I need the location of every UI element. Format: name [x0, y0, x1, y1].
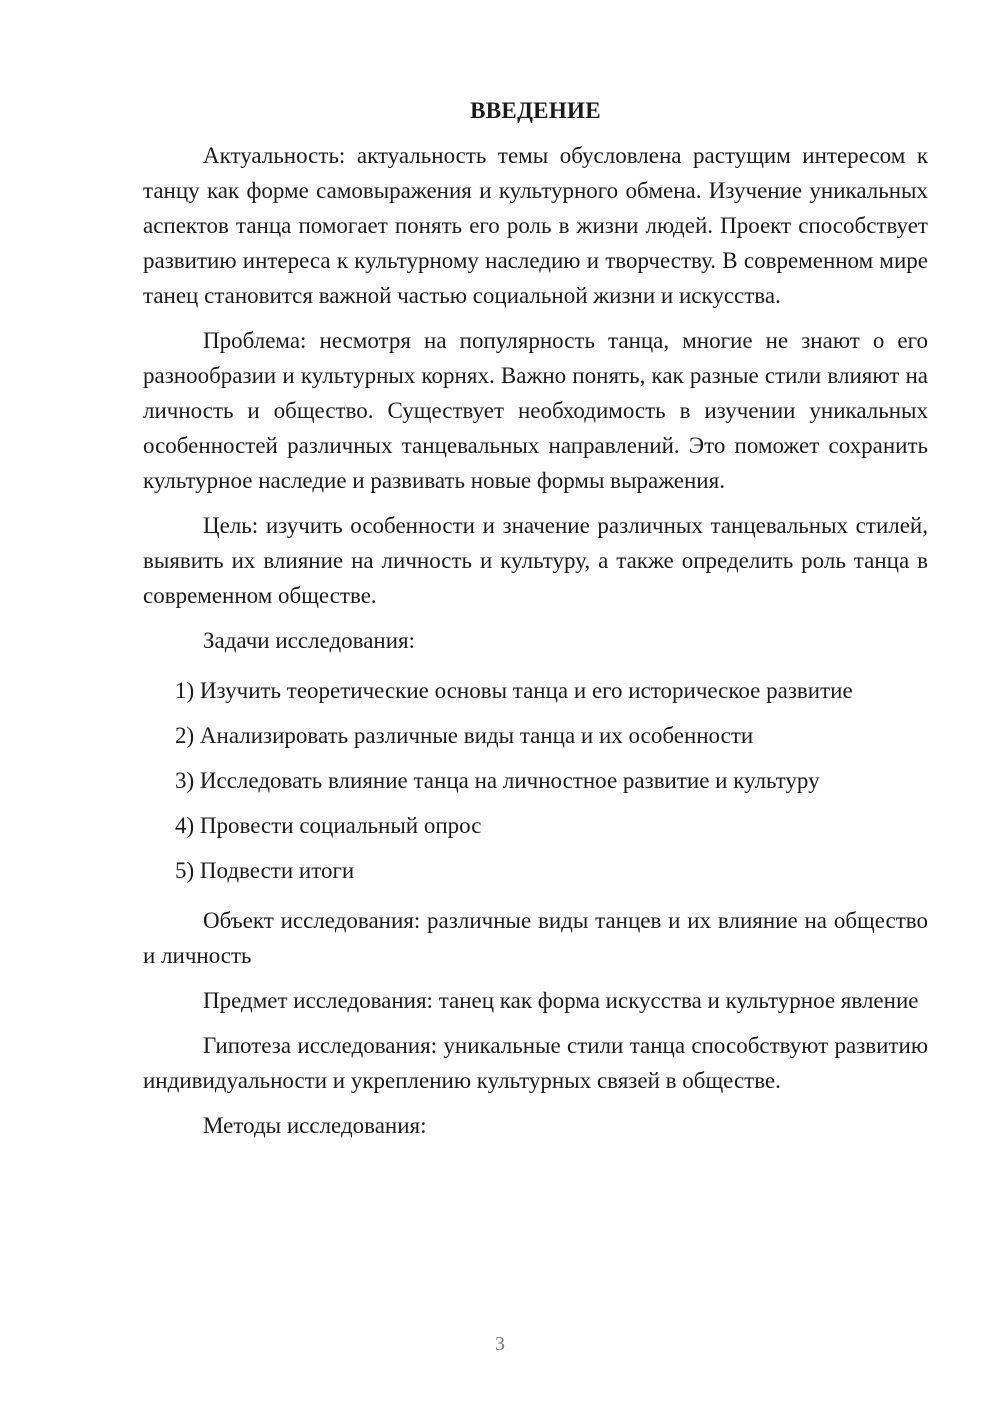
paragraph-relevance: Актуальность: актуальность темы обусловлена растущим интересом к танцу как форме самовыражения и культурного обмена. Изучение уникальных аспектов танца помогает понять его роль в жизни людей. Проект способствует развитию интереса к культурному наследию и творчеству. В современном мире танец становится важной частью социальной жизни и искусства. [143, 143, 928, 308]
page-content [143, 96, 928, 1153]
task-item: 4) Провести социальный опрос [175, 813, 482, 838]
page-number: 3 [495, 1333, 505, 1355]
paragraph-hypothesis: Гипотеза исследования: уникальные стили танца способствуют развитию индивидуальности и укреплению культурных связей в обществе. [143, 1033, 928, 1093]
task-item: 1) Изучить теоретические основы танца и его историческое развитие [175, 678, 853, 703]
paragraph-goal: Цель: изучить особенности и значение различных танцевальных стилей, выявить их влияние на личность и культуру, а также определить роль танца в современном обществе. [143, 513, 928, 608]
task-item: 5) Подвести итоги [175, 858, 355, 883]
paragraph-problem: Проблема: несмотря на популярность танца, многие не знают о его разнообразии и культурных корнях. Важно понять, как разные стили влияют на личность и общество. Существует необходимость в изучении уникальных особенностей различных танцевальных направлений. Это поможет сохранить культурное наследие и развивать новые формы выражения. [143, 328, 928, 493]
task-item: 3) Исследовать влияние танца на личностное развитие и культуру [175, 768, 820, 793]
methods-heading: Методы исследования: [203, 1113, 427, 1138]
tasks-heading: Задачи исследования: [203, 628, 416, 653]
paragraph-object: Объект исследования: различные виды танцев и их влияние на общество и личность [143, 908, 928, 968]
task-item: 2) Анализировать различные виды танца и их особенности [175, 723, 754, 748]
page-title: ВВЕДЕНИЕ [470, 98, 601, 123]
paragraph-subject: Предмет исследования: танец как форма искусства и культурное явление [203, 988, 919, 1013]
tasks-list [143, 668, 928, 893]
